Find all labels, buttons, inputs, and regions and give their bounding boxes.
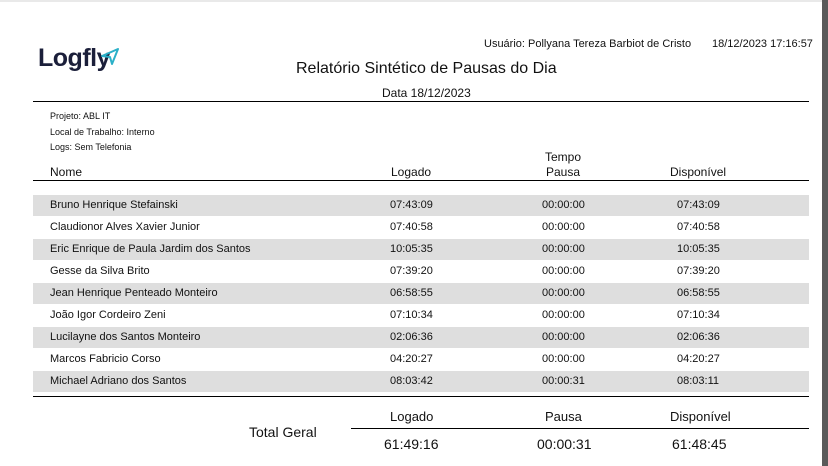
row-name: Marcos Fabricio Corso	[50, 353, 161, 365]
table-row	[33, 327, 809, 348]
row-disponivel: 07:10:34	[677, 309, 720, 321]
row-disponivel: 07:40:58	[677, 221, 720, 233]
row-name: Gesse da Silva Brito	[50, 265, 150, 277]
row-name: Claudionor Alves Xavier Junior	[50, 221, 200, 233]
divider-total-values	[351, 428, 809, 429]
logo-text: Logfly	[38, 44, 110, 72]
row-pausa: 00:00:00	[542, 353, 585, 365]
table-row	[33, 283, 809, 304]
row-logado: 07:40:58	[390, 221, 433, 233]
meta-projeto: Projeto: ABL IT	[50, 111, 111, 121]
row-logado: 04:20:27	[390, 353, 433, 365]
total-geral-label: Total Geral	[249, 424, 317, 440]
meta-logs: Logs: Sem Telefonia	[50, 142, 132, 152]
row-disponivel: 08:03:11	[677, 375, 720, 387]
total-header-logado: Logado	[390, 409, 434, 424]
row-logado: 07:10:34	[390, 309, 433, 321]
row-name: Lucilayne dos Santos Monteiro	[50, 331, 201, 343]
row-disponivel: 07:43:09	[677, 199, 720, 211]
divider-top	[33, 101, 809, 102]
table-row	[33, 305, 809, 326]
viewer-scrollbar-edge[interactable]	[822, 0, 828, 466]
row-pausa: 00:00:00	[542, 309, 585, 321]
total-pausa: 00:00:31	[537, 436, 592, 452]
row-logado: 10:05:35	[390, 243, 433, 255]
total-logado: 61:49:16	[384, 436, 439, 452]
row-name: Michael Adriano dos Santos	[50, 375, 187, 387]
row-name: Jean Henrique Penteado Monteiro	[50, 287, 218, 299]
meta-local: Local de Trabalho: Interno	[50, 127, 155, 137]
row-pausa: 00:00:00	[542, 221, 585, 233]
row-name: João Igor Cordeiro Zeni	[50, 309, 166, 321]
row-disponivel: 02:06:36	[677, 331, 720, 343]
table-row	[33, 371, 809, 392]
row-name: Bruno Henrique Stefainski	[50, 199, 178, 211]
row-logado: 06:58:55	[390, 287, 433, 299]
row-pausa: 00:00:00	[542, 287, 585, 299]
row-logado: 02:06:36	[390, 331, 433, 343]
divider-total	[33, 396, 809, 397]
row-pausa: 00:00:00	[542, 199, 585, 211]
report-datetime: 18/12/2023 17:16:57	[712, 38, 813, 50]
row-disponivel: 07:39:20	[677, 265, 720, 277]
row-logado: 07:43:09	[390, 199, 433, 211]
row-logado: 07:39:20	[390, 265, 433, 277]
col-header-disponivel: Disponível	[670, 165, 727, 179]
row-pausa: 00:00:31	[542, 375, 585, 387]
divider-header	[33, 180, 809, 181]
total-disponivel: 61:48:45	[672, 436, 727, 452]
row-disponivel: 04:20:27	[677, 353, 720, 365]
row-disponivel: 10:05:35	[677, 243, 720, 255]
col-header-pausa: Pausa	[546, 165, 581, 179]
col-header-logado: Logado	[391, 165, 432, 179]
row-disponivel: 06:58:55	[677, 287, 720, 299]
col-header-nome: Nome	[50, 165, 83, 179]
report-date: Data 18/12/2023	[382, 86, 471, 100]
table-row	[33, 195, 809, 216]
table-row	[33, 261, 809, 282]
paper-plane-icon	[100, 46, 120, 66]
table-row	[33, 239, 809, 260]
row-name: Eric Enrique de Paula Jardim dos Santos	[50, 243, 251, 255]
logfly-logo	[38, 44, 110, 73]
row-pausa: 00:00:00	[542, 243, 585, 255]
user-name: Usuário: Pollyana Tereza Barbiot de Cristo	[484, 38, 692, 50]
total-header-disponivel: Disponível	[670, 409, 731, 424]
table-row	[33, 349, 809, 370]
row-pausa: 00:00:00	[542, 331, 585, 343]
tempo-group-header: Tempo	[545, 150, 582, 164]
page-top-edge	[0, 0, 828, 2]
table-row	[33, 217, 809, 238]
row-logado: 08:03:42	[390, 375, 433, 387]
total-header-pausa: Pausa	[545, 409, 582, 424]
row-pausa: 00:00:00	[542, 265, 585, 277]
report-title: Relatório Sintético de Pausas do Dia	[296, 60, 557, 77]
